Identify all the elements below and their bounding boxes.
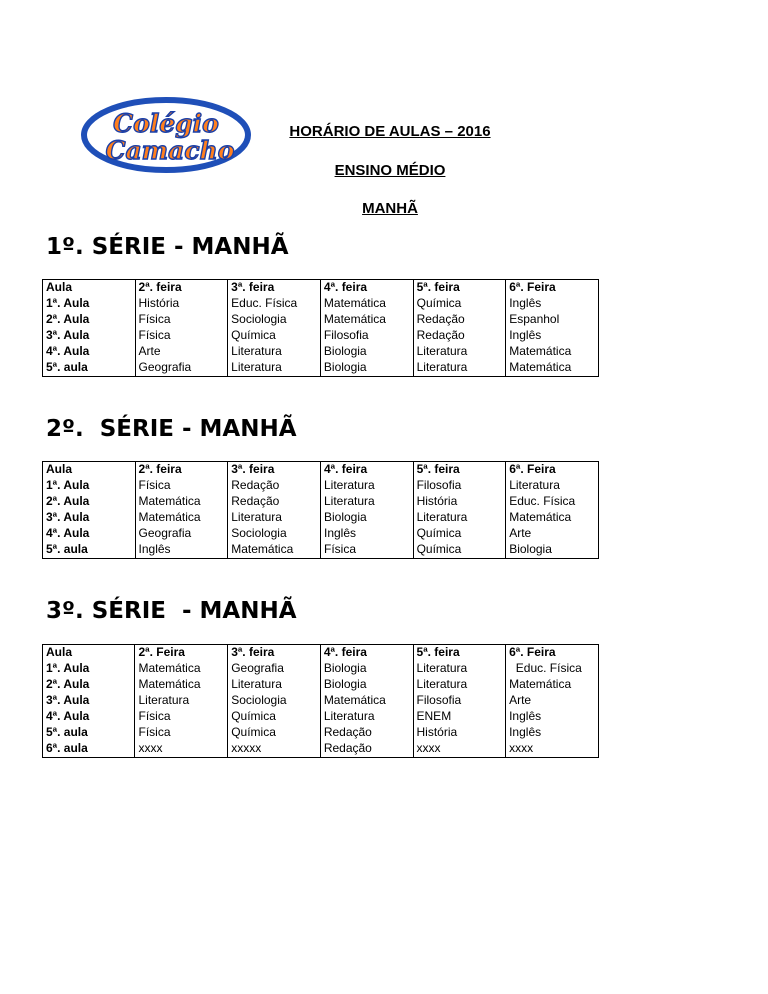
table-cell: Redação xyxy=(413,312,506,328)
table-cell: xxxx xyxy=(413,741,506,758)
table-cell: Literatura xyxy=(413,510,506,526)
table-cell: Matemática xyxy=(135,494,228,510)
table-cell: Literatura xyxy=(506,478,599,494)
document-shift: MANHÃ xyxy=(362,200,418,217)
table-cell: Redação xyxy=(228,478,321,494)
document-title: HORÁRIO DE AULAS – 2016 xyxy=(289,123,491,140)
table-cell: Literatura xyxy=(413,661,506,677)
table-cell: Literatura xyxy=(228,677,321,693)
table-cell: Inglês xyxy=(320,526,413,542)
table-cell: Biologia xyxy=(320,661,413,677)
table-cell: Literatura xyxy=(320,478,413,494)
section-title-3: 3º. SÉRIE - MANHÃ xyxy=(46,598,297,624)
period-label: 5ª. aula xyxy=(43,725,135,741)
table-cell: xxxx xyxy=(506,741,599,758)
table-cell: Redação xyxy=(413,328,506,344)
table-row xyxy=(43,312,599,328)
table-row xyxy=(43,693,599,709)
table-cell: Física xyxy=(135,709,228,725)
table-cell: Arte xyxy=(506,526,599,542)
schedule-table-1 xyxy=(42,279,599,377)
table-cell: xxxxx xyxy=(228,741,321,758)
table-cell: Química xyxy=(413,526,506,542)
table-cell: Matemática xyxy=(135,510,228,526)
column-header: Aula xyxy=(43,280,136,297)
table-cell: Arte xyxy=(506,693,599,709)
column-header: 6ª. Feira xyxy=(506,462,599,479)
table-row xyxy=(43,328,599,344)
table-cell: Matemática xyxy=(506,677,599,693)
period-label: 4ª. Aula xyxy=(43,344,136,360)
column-header: 5ª. feira xyxy=(413,280,506,297)
table-cell: Inglês xyxy=(135,542,228,559)
period-label: 2ª. Aula xyxy=(43,677,135,693)
table-row xyxy=(43,542,599,559)
table-cell: Matemática xyxy=(506,360,599,377)
table-cell: Espanhol xyxy=(506,312,599,328)
period-label: 2ª. Aula xyxy=(43,312,136,328)
column-header: Aula xyxy=(43,645,135,662)
table-cell: Filosofia xyxy=(413,693,506,709)
table-cell: Literatura xyxy=(135,693,228,709)
table-row xyxy=(43,344,599,360)
table-row xyxy=(43,494,599,510)
schedule-table-2 xyxy=(42,461,599,559)
table-cell: Sociologia xyxy=(228,312,321,328)
column-header: 5ª. feira xyxy=(413,645,506,662)
column-header: 4ª. feira xyxy=(320,280,413,297)
period-label: 6ª. aula xyxy=(43,741,135,758)
table-row xyxy=(43,661,599,677)
period-label: 4ª. Aula xyxy=(43,526,136,542)
table-cell: Matemática xyxy=(320,296,413,312)
table-cell: Matemática xyxy=(228,542,321,559)
table-cell: Física xyxy=(320,542,413,559)
column-header: 3ª. feira xyxy=(228,462,321,479)
table-cell: Física xyxy=(135,725,228,741)
column-header: 6ª. Feira xyxy=(506,280,599,297)
table-row xyxy=(43,526,599,542)
table-cell: Química xyxy=(413,542,506,559)
table-header-row xyxy=(43,645,599,662)
column-header: 2ª. Feira xyxy=(135,645,228,662)
table-cell: Sociologia xyxy=(228,693,321,709)
table-cell: Inglês xyxy=(506,328,599,344)
column-header: 2ª. feira xyxy=(135,462,228,479)
table-cell: Matemática xyxy=(320,312,413,328)
logo-line2: Camacho xyxy=(105,136,235,165)
table-cell: História xyxy=(413,725,506,741)
column-header: 3ª. feira xyxy=(228,645,321,662)
school-logo xyxy=(80,96,252,174)
table-cell: Biologia xyxy=(506,542,599,559)
table-cell: História xyxy=(413,494,506,510)
table-cell: Literatura xyxy=(413,344,506,360)
table-cell: Redação xyxy=(320,741,413,758)
period-label: 1ª. Aula xyxy=(43,661,135,677)
period-label: 2ª. Aula xyxy=(43,494,136,510)
table-cell: Biologia xyxy=(320,360,413,377)
column-header: 2ª. feira xyxy=(135,280,228,297)
period-label: 3ª. Aula xyxy=(43,693,135,709)
table-header-row xyxy=(43,280,599,297)
table-cell: Biologia xyxy=(320,344,413,360)
table-cell: Inglês xyxy=(506,709,599,725)
period-label: 1ª. Aula xyxy=(43,478,136,494)
table-cell: Matemática xyxy=(506,344,599,360)
table-cell: Matemática xyxy=(135,661,228,677)
column-header: 6ª. Feira xyxy=(506,645,599,662)
table-cell: Literatura xyxy=(320,709,413,725)
period-label: 4ª. Aula xyxy=(43,709,135,725)
column-header: 4ª. feira xyxy=(320,645,413,662)
column-header: 5ª. feira xyxy=(413,462,506,479)
table-cell: xxxx xyxy=(135,741,228,758)
table-row xyxy=(43,677,599,693)
table-cell: Literatura xyxy=(413,360,506,377)
table-row xyxy=(43,478,599,494)
table-cell: Química xyxy=(413,296,506,312)
table-cell: Filosofia xyxy=(413,478,506,494)
period-label: 5ª. aula xyxy=(43,542,136,559)
table-cell: Química xyxy=(228,725,321,741)
table-cell: Geografia xyxy=(228,661,321,677)
table-row xyxy=(43,510,599,526)
table-row xyxy=(43,709,599,725)
column-header: Aula xyxy=(43,462,136,479)
table-cell: Física xyxy=(135,328,228,344)
table-cell: Literatura xyxy=(228,360,321,377)
table-cell: Literatura xyxy=(320,494,413,510)
table-cell: Sociologia xyxy=(228,526,321,542)
table-cell: Filosofia xyxy=(320,328,413,344)
table-row xyxy=(43,741,599,758)
table-cell: Arte xyxy=(135,344,228,360)
logo-line1: Colégio xyxy=(113,109,219,138)
section-title-1: 1º. SÉRIE - MANHÃ xyxy=(46,234,289,260)
table-cell: Literatura xyxy=(228,344,321,360)
table-row xyxy=(43,725,599,741)
table-cell: Biologia xyxy=(320,677,413,693)
table-cell: Educ. Física xyxy=(228,296,321,312)
column-header: 4ª. feira xyxy=(320,462,413,479)
table-cell: Matemática xyxy=(135,677,228,693)
document-subtitle: ENSINO MÉDIO xyxy=(334,162,446,179)
period-label: 5ª. aula xyxy=(43,360,136,377)
table-cell: ENEM xyxy=(413,709,506,725)
table-cell: Física xyxy=(135,478,228,494)
table-header-row xyxy=(43,462,599,479)
table-cell: Geografia xyxy=(135,360,228,377)
table-cell: Inglês xyxy=(506,296,599,312)
table-cell: História xyxy=(135,296,228,312)
table-cell: Literatura xyxy=(228,510,321,526)
table-row xyxy=(43,296,599,312)
table-cell: Educ. Física xyxy=(506,494,599,510)
table-cell: Geografia xyxy=(135,526,228,542)
period-label: 3ª. Aula xyxy=(43,510,136,526)
table-row xyxy=(43,360,599,377)
table-cell: Física xyxy=(135,312,228,328)
table-cell: Química xyxy=(228,709,321,725)
table-cell: Literatura xyxy=(413,677,506,693)
table-cell: Educ. Física xyxy=(506,661,599,677)
column-header: 3ª. feira xyxy=(228,280,321,297)
schedule-table-3 xyxy=(42,644,599,758)
table-cell: Inglês xyxy=(506,725,599,741)
section-title-2: 2º. SÉRIE - MANHÃ xyxy=(46,416,297,442)
table-cell: Redação xyxy=(320,725,413,741)
table-cell: Matemática xyxy=(506,510,599,526)
table-cell: Matemática xyxy=(320,693,413,709)
table-cell: Química xyxy=(228,328,321,344)
period-label: 3ª. Aula xyxy=(43,328,136,344)
table-cell: Biologia xyxy=(320,510,413,526)
period-label: 1ª. Aula xyxy=(43,296,136,312)
table-cell: Redação xyxy=(228,494,321,510)
